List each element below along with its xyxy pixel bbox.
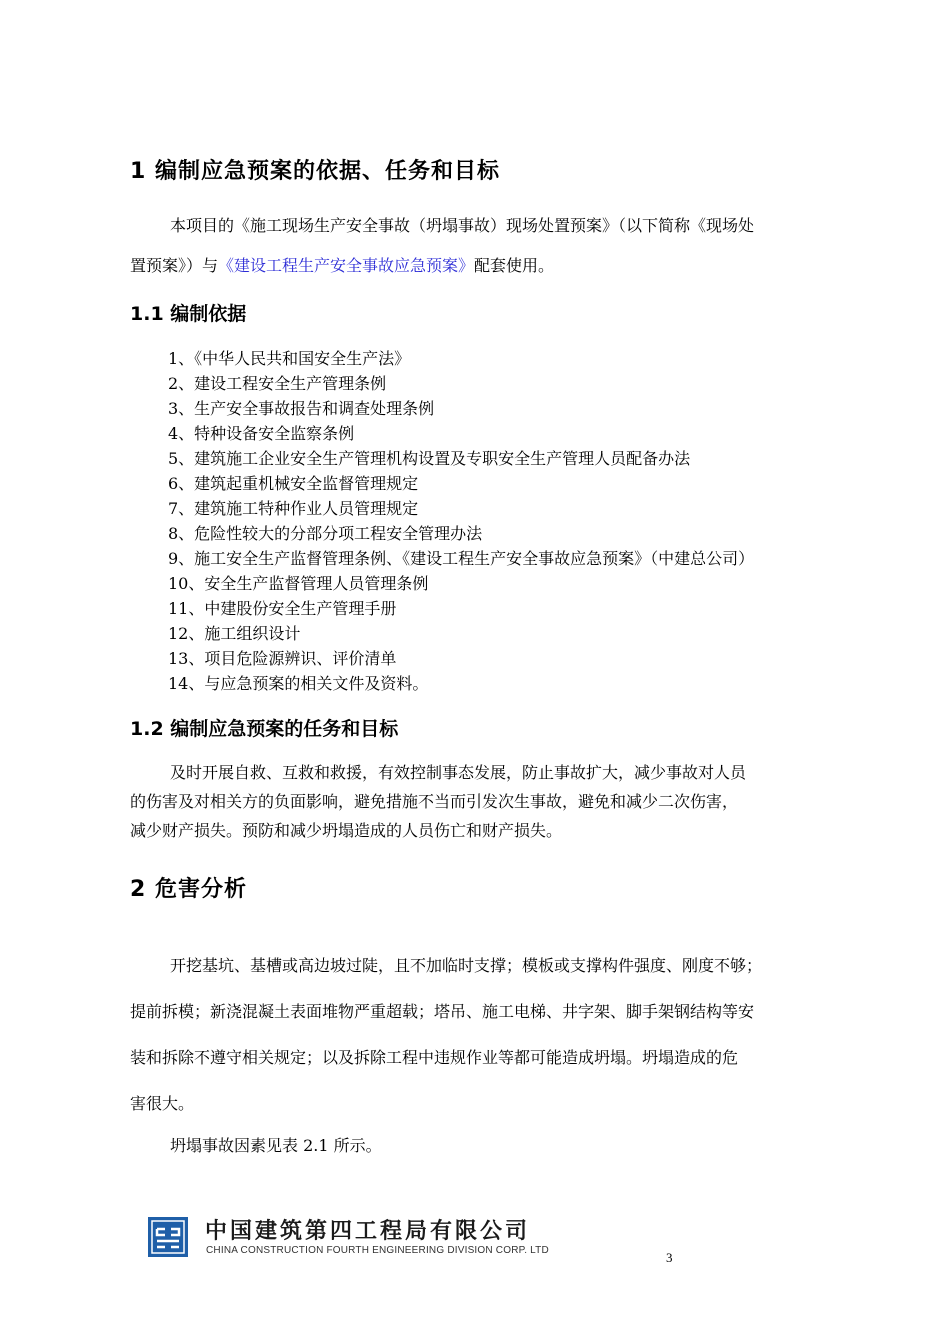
page-number: 3 bbox=[666, 1250, 673, 1265]
company-name-en: CHINA CONSTRUCTION FOURTH ENGINEERING DIVISION CORP. LTD bbox=[206, 1245, 549, 1256]
body-line: 及时开展自救、互救和救援，有效控制事态发展，防止事故扩大，减少事故对人员 bbox=[170, 763, 747, 782]
section-2-body bbox=[130, 943, 850, 1127]
emergency-plan-link[interactable]: 《建设工程生产安全事故应急预案》 bbox=[218, 256, 475, 275]
section-1-intro bbox=[130, 206, 850, 286]
list-item: 4、特种设备安全监察条例 bbox=[168, 424, 355, 443]
intro-line-2-suffix: 配套使用。 bbox=[474, 256, 555, 275]
body-line: 害很大。 bbox=[130, 1094, 195, 1113]
section-1-2-heading: 1.2 编制应急预案的任务和目标 bbox=[130, 718, 399, 740]
list-item: 11、中建股份安全生产管理手册 bbox=[168, 599, 397, 618]
list-item: 13、项目危险源辨识、评价清单 bbox=[168, 649, 397, 668]
intro-line-2 bbox=[130, 246, 850, 286]
body-line: 装和拆除不遵守相关规定；以及拆除工程中违规作业等都可能造成坍塌。坍塌造成的危 bbox=[130, 1048, 739, 1067]
section-2-heading: 2 危害分析 bbox=[130, 877, 247, 902]
list-item: 9、施工安全生产监督管理条例、《建设工程生产安全事故应急预案》（中建总公司） bbox=[168, 549, 755, 568]
intro-line-1: 本项目的《施工现场生产安全事故（坍塌事故）现场处置预案》（以下简称《现场处 bbox=[170, 216, 755, 235]
basis-list bbox=[168, 346, 754, 696]
section-1-heading: 1 编制应急预案的依据、任务和目标 bbox=[130, 159, 500, 184]
list-item: 8、危险性较大的分部分项工程安全管理办法 bbox=[168, 524, 483, 543]
table-reference-text: 坍塌事故因素见表 2.1 所示。 bbox=[170, 1136, 382, 1155]
list-item: 1、《中华人民共和国安全生产法》 bbox=[168, 349, 411, 368]
body-line: 开挖基坑、基槽或高边坡过陡，且不加临时支撑；模板或支撑构件强度、刚度不够； bbox=[170, 956, 763, 975]
list-item: 12、施工组织设计 bbox=[168, 624, 301, 643]
section-1-2-body bbox=[130, 758, 850, 845]
list-item: 10、安全生产监督管理人员管理条例 bbox=[168, 574, 429, 593]
list-item: 7、建筑施工特种作业人员管理规定 bbox=[168, 499, 419, 518]
body-line: 的伤害及对相关方的负面影响，避免措施不当而引发次生事故，避免和减少二次伤害， bbox=[130, 792, 739, 811]
body-line: 提前拆模；新浇混凝土表面堆物严重超载；塔吊、施工电梯、井字架、脚手架钢结构等安 bbox=[130, 1002, 755, 1021]
table-reference bbox=[130, 1131, 850, 1161]
list-item: 3、生产安全事故报告和调查处理条例 bbox=[168, 399, 435, 418]
cscec-logo-icon bbox=[148, 1217, 188, 1257]
body-line: 减少财产损失。预防和减少坍塌造成的人员伤亡和财产损失。 bbox=[130, 821, 563, 840]
company-name-cn: 中国建筑第四工程局有限公司 bbox=[205, 1219, 531, 1244]
list-item: 14、与应急预案的相关文件及资料。 bbox=[168, 674, 429, 693]
list-item: 2、建设工程安全生产管理条例 bbox=[168, 374, 387, 393]
section-1-1-heading: 1.1 编制依据 bbox=[130, 303, 247, 325]
intro-line-2-prefix: 置预案》）与 bbox=[130, 256, 219, 275]
list-item: 6、建筑起重机械安全监督管理规定 bbox=[168, 474, 419, 493]
list-item: 5、建筑施工企业安全生产管理机构设置及专职安全生产管理人员配备办法 bbox=[168, 449, 691, 468]
